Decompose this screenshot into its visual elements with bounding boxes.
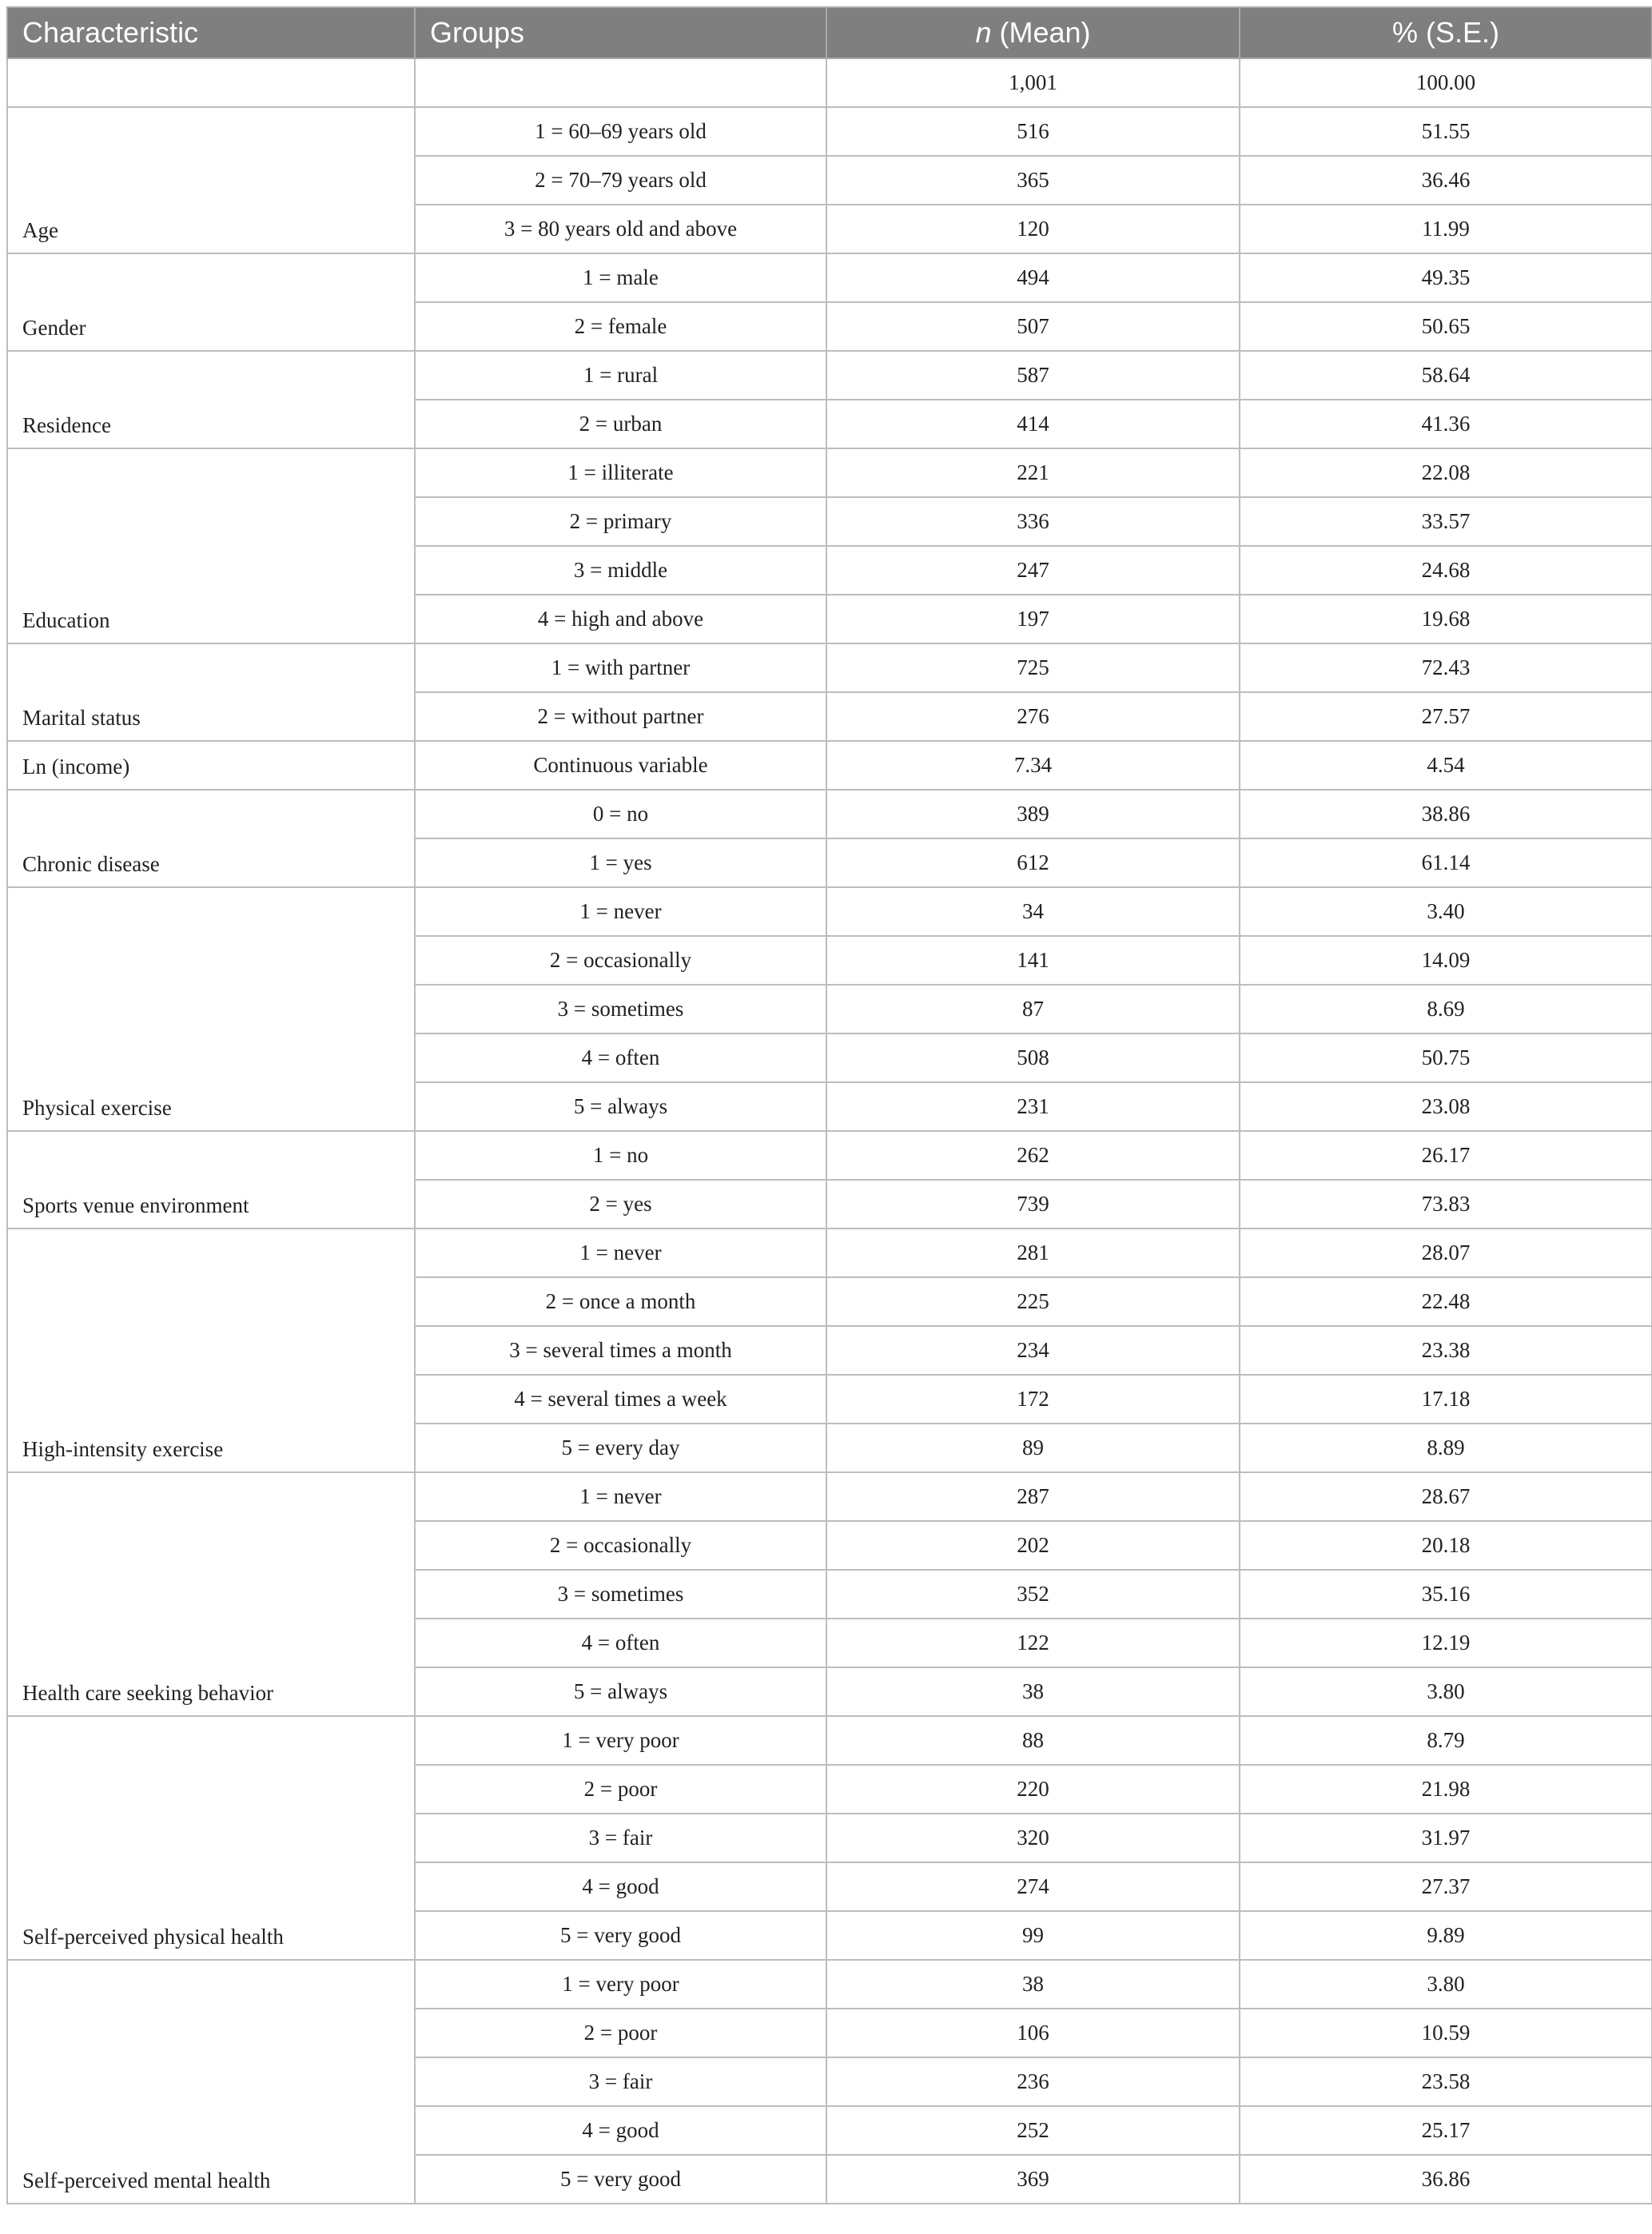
n-cell: 252	[826, 2106, 1240, 2155]
total-group-cell	[415, 58, 826, 107]
n-cell: 507	[826, 302, 1240, 351]
n-cell: 336	[826, 497, 1240, 546]
n-cell: 281	[826, 1229, 1240, 1277]
group-cell: 2 = poor	[415, 1765, 826, 1814]
pct-cell: 27.57	[1240, 692, 1652, 741]
pct-cell: 22.48	[1240, 1277, 1652, 1326]
characteristic-cell: Education	[7, 448, 415, 643]
header-percent-se: % (S.E.)	[1240, 7, 1652, 58]
total-row	[7, 58, 1652, 107]
group-cell: 5 = every day	[415, 1424, 826, 1472]
pct-cell: 73.83	[1240, 1180, 1652, 1229]
n-cell: 587	[826, 351, 1240, 400]
group-cell: 3 = fair	[415, 2057, 826, 2106]
n-cell: 172	[826, 1375, 1240, 1424]
n-cell: 141	[826, 936, 1240, 985]
total-pct-cell: 100.00	[1240, 58, 1652, 107]
pct-cell: 9.89	[1240, 1911, 1652, 1960]
characteristic-cell: Health care seeking behavior	[7, 1472, 415, 1716]
pct-cell: 17.18	[1240, 1375, 1652, 1424]
group-cell: 2 = female	[415, 302, 826, 351]
pct-cell: 72.43	[1240, 643, 1652, 692]
n-cell: 247	[826, 546, 1240, 595]
group-cell: 1 = never	[415, 887, 826, 936]
group-cell: 1 = with partner	[415, 643, 826, 692]
pct-cell: 49.35	[1240, 253, 1652, 302]
n-cell: 612	[826, 838, 1240, 887]
table-row	[7, 1229, 1652, 1277]
pct-cell: 3.80	[1240, 1960, 1652, 2009]
pct-cell: 58.64	[1240, 351, 1652, 400]
characteristic-cell: Chronic disease	[7, 790, 415, 887]
table-row	[7, 643, 1652, 692]
header-n-mean	[826, 7, 1240, 58]
characteristic-cell: Self-perceived physical health	[7, 1716, 415, 1960]
pct-cell: 31.97	[1240, 1814, 1652, 1862]
pct-cell: 61.14	[1240, 838, 1652, 887]
pct-cell: 14.09	[1240, 936, 1652, 985]
header-characteristic: Characteristic	[7, 7, 415, 58]
group-cell: 2 = poor	[415, 2009, 826, 2057]
group-cell: Continuous variable	[415, 741, 826, 790]
header-n-italic: n	[975, 16, 992, 49]
group-cell: 4 = several times a week	[415, 1375, 826, 1424]
table-body	[7, 58, 1652, 2204]
pct-cell: 10.59	[1240, 2009, 1652, 2057]
group-cell: 1 = 60–69 years old	[415, 107, 826, 156]
n-cell: 234	[826, 1326, 1240, 1375]
n-cell: 122	[826, 1619, 1240, 1667]
group-cell: 1 = yes	[415, 838, 826, 887]
characteristic-cell: Marital status	[7, 643, 415, 741]
pct-cell: 28.07	[1240, 1229, 1652, 1277]
group-cell: 1 = never	[415, 1229, 826, 1277]
pct-cell: 28.67	[1240, 1472, 1652, 1521]
group-cell: 1 = no	[415, 1131, 826, 1180]
group-cell: 5 = very good	[415, 1911, 826, 1960]
header-row	[7, 7, 1652, 58]
characteristic-cell: High-intensity exercise	[7, 1229, 415, 1472]
pct-cell: 11.99	[1240, 205, 1652, 253]
table-row	[7, 741, 1652, 790]
group-cell: 4 = often	[415, 1033, 826, 1082]
n-cell: 106	[826, 2009, 1240, 2057]
n-cell: 34	[826, 887, 1240, 936]
n-cell: 88	[826, 1716, 1240, 1765]
group-cell: 1 = never	[415, 1472, 826, 1521]
n-cell: 87	[826, 985, 1240, 1033]
table-container	[6, 6, 1651, 2204]
pct-cell: 50.75	[1240, 1033, 1652, 1082]
group-cell: 1 = very poor	[415, 1960, 826, 2009]
pct-cell: 36.86	[1240, 2155, 1652, 2204]
n-cell: 231	[826, 1082, 1240, 1131]
pct-cell: 22.08	[1240, 448, 1652, 497]
group-cell: 3 = middle	[415, 546, 826, 595]
n-cell: 197	[826, 595, 1240, 643]
group-cell: 3 = fair	[415, 1814, 826, 1862]
pct-cell: 8.89	[1240, 1424, 1652, 1472]
n-cell: 221	[826, 448, 1240, 497]
pct-cell: 36.46	[1240, 156, 1652, 205]
table-row	[7, 1960, 1652, 2009]
group-cell: 4 = good	[415, 2106, 826, 2155]
pct-cell: 23.38	[1240, 1326, 1652, 1375]
n-cell: 494	[826, 253, 1240, 302]
n-cell: 516	[826, 107, 1240, 156]
table-row	[7, 107, 1652, 156]
pct-cell: 8.79	[1240, 1716, 1652, 1765]
n-cell: 414	[826, 400, 1240, 448]
n-cell: 389	[826, 790, 1240, 838]
group-cell: 1 = very poor	[415, 1716, 826, 1765]
pct-cell: 12.19	[1240, 1619, 1652, 1667]
characteristic-cell: Ln (income)	[7, 741, 415, 790]
n-cell: 38	[826, 1667, 1240, 1716]
pct-cell: 33.57	[1240, 497, 1652, 546]
characteristic-cell: Self-perceived mental health	[7, 1960, 415, 2204]
group-cell: 3 = 80 years old and above	[415, 205, 826, 253]
n-cell: 365	[826, 156, 1240, 205]
n-cell: 120	[826, 205, 1240, 253]
pct-cell: 23.08	[1240, 1082, 1652, 1131]
group-cell: 2 = without partner	[415, 692, 826, 741]
group-cell: 1 = rural	[415, 351, 826, 400]
pct-cell: 50.65	[1240, 302, 1652, 351]
table-row	[7, 1472, 1652, 1521]
group-cell: 1 = male	[415, 253, 826, 302]
group-cell: 1 = illiterate	[415, 448, 826, 497]
n-cell: 352	[826, 1570, 1240, 1619]
n-cell: 225	[826, 1277, 1240, 1326]
pct-cell: 20.18	[1240, 1521, 1652, 1570]
pct-cell: 4.54	[1240, 741, 1652, 790]
characteristic-cell: Residence	[7, 351, 415, 448]
table-row	[7, 253, 1652, 302]
n-cell: 236	[826, 2057, 1240, 2106]
table-row	[7, 1716, 1652, 1765]
group-cell: 2 = once a month	[415, 1277, 826, 1326]
characteristic-cell: Gender	[7, 253, 415, 351]
pct-cell: 23.58	[1240, 2057, 1652, 2106]
characteristic-cell: Age	[7, 107, 415, 253]
table-row	[7, 448, 1652, 497]
group-cell: 2 = occasionally	[415, 1521, 826, 1570]
group-cell: 4 = high and above	[415, 595, 826, 643]
group-cell: 2 = yes	[415, 1180, 826, 1229]
pct-cell: 3.80	[1240, 1667, 1652, 1716]
table-row	[7, 887, 1652, 936]
header-n-rest: (Mean)	[991, 16, 1091, 49]
n-cell: 38	[826, 1960, 1240, 2009]
n-cell: 508	[826, 1033, 1240, 1082]
characteristics-table	[6, 6, 1652, 2204]
pct-cell: 35.16	[1240, 1570, 1652, 1619]
table-row	[7, 351, 1652, 400]
n-cell: 7.34	[826, 741, 1240, 790]
group-cell: 5 = very good	[415, 2155, 826, 2204]
total-n-cell: 1,001	[826, 58, 1240, 107]
pct-cell: 27.37	[1240, 1862, 1652, 1911]
n-cell: 725	[826, 643, 1240, 692]
group-cell: 2 = 70–79 years old	[415, 156, 826, 205]
group-cell: 3 = several times a month	[415, 1326, 826, 1375]
total-characteristic-cell	[7, 58, 415, 107]
n-cell: 202	[826, 1521, 1240, 1570]
pct-cell: 25.17	[1240, 2106, 1652, 2155]
group-cell: 0 = no	[415, 790, 826, 838]
n-cell: 89	[826, 1424, 1240, 1472]
pct-cell: 51.55	[1240, 107, 1652, 156]
group-cell: 2 = occasionally	[415, 936, 826, 985]
table-row	[7, 1131, 1652, 1180]
group-cell: 3 = sometimes	[415, 985, 826, 1033]
characteristic-cell: Sports venue environment	[7, 1131, 415, 1229]
n-cell: 99	[826, 1911, 1240, 1960]
group-cell: 4 = often	[415, 1619, 826, 1667]
group-cell: 5 = always	[415, 1667, 826, 1716]
header-groups: Groups	[415, 7, 826, 58]
table-row	[7, 790, 1652, 838]
pct-cell: 19.68	[1240, 595, 1652, 643]
pct-cell: 41.36	[1240, 400, 1652, 448]
pct-cell: 24.68	[1240, 546, 1652, 595]
n-cell: 739	[826, 1180, 1240, 1229]
n-cell: 262	[826, 1131, 1240, 1180]
n-cell: 274	[826, 1862, 1240, 1911]
n-cell: 369	[826, 2155, 1240, 2204]
group-cell: 5 = always	[415, 1082, 826, 1131]
pct-cell: 3.40	[1240, 887, 1652, 936]
characteristic-cell: Physical exercise	[7, 887, 415, 1131]
n-cell: 320	[826, 1814, 1240, 1862]
group-cell: 3 = sometimes	[415, 1570, 826, 1619]
pct-cell: 8.69	[1240, 985, 1652, 1033]
group-cell: 4 = good	[415, 1862, 826, 1911]
group-cell: 2 = primary	[415, 497, 826, 546]
group-cell: 2 = urban	[415, 400, 826, 448]
pct-cell: 38.86	[1240, 790, 1652, 838]
n-cell: 287	[826, 1472, 1240, 1521]
pct-cell: 26.17	[1240, 1131, 1652, 1180]
n-cell: 220	[826, 1765, 1240, 1814]
pct-cell: 21.98	[1240, 1765, 1652, 1814]
n-cell: 276	[826, 692, 1240, 741]
